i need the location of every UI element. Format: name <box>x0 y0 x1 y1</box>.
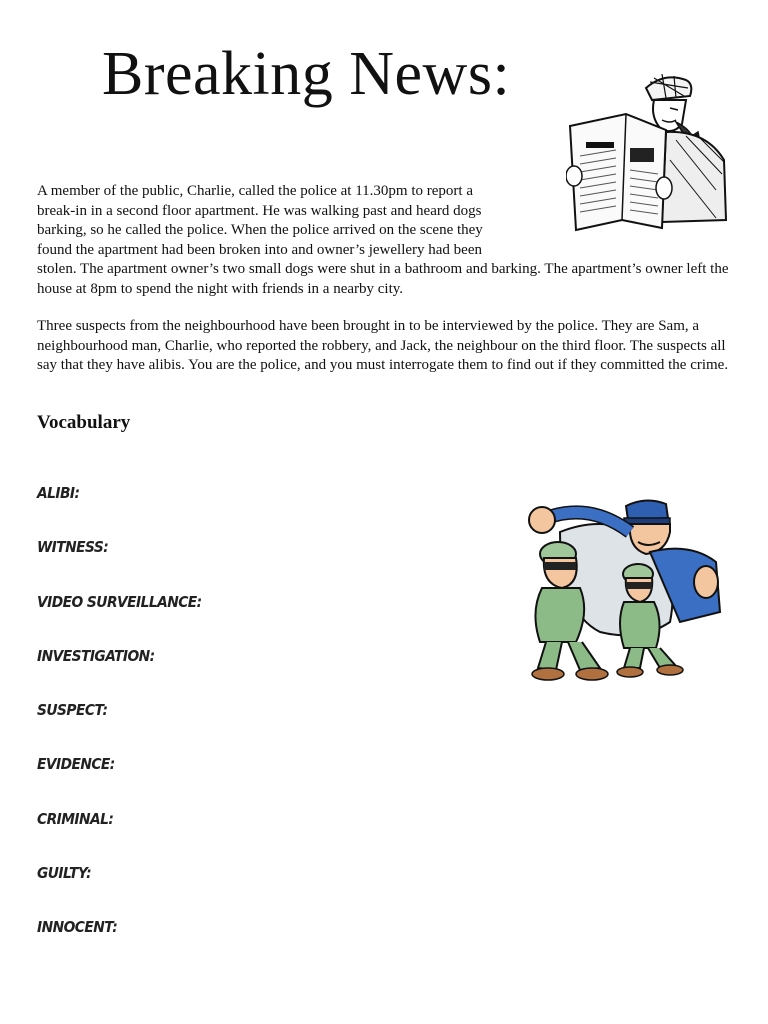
vocabulary-heading: Vocabulary <box>37 412 131 433</box>
vocab-item-evidence: EVIDENCE: <box>37 755 115 774</box>
story-paragraph-1 <box>37 182 737 299</box>
vocab-item-innocent: INNOCENT: <box>37 918 118 937</box>
vocab-item-investigation: INVESTIGATION: <box>37 646 155 665</box>
vocab-item-guilty: GUILTY: <box>37 864 92 883</box>
vocab-item-video-surveillance: VIDEO SURVEILLANCE: <box>37 592 202 611</box>
vocab-item-criminal: CRIMINAL: <box>37 809 114 828</box>
vocabulary-list <box>37 482 216 971</box>
vocab-item-suspect: SUSPECT: <box>37 701 108 720</box>
police-catching-burglars-icon <box>520 492 730 692</box>
vocab-item-alibi: ALIBI: <box>37 484 80 502</box>
vocab-item-witness: WITNESS: <box>37 538 109 557</box>
story-paragraph-1-text: A member of the public, Charlie, called the police at 11.30pm to report a break-in in a second floor apartment. He was walking past and heard dogs barking, so he called the police. When the police arrived on the scene they found the apartment had been broken into and owner’s jewellery had been stolen. The apartment owner’s two small dogs were shut in a bathroom and barking. The apartment’s owner left the house at 8pm to spend the night with friends in a nearby city. <box>37 183 729 297</box>
page-title: Breaking News: <box>102 40 511 108</box>
story-paragraph-2: Three suspects from the neighbourhood have been brought in to be interviewed by the police. They are Sam, a neighbourhood man, Charlie, who reported the robbery, and Jack, the neighbour on the third floor. The suspects all say that they have alibis. You are the police, and you must interrogate them to find out if they committed the crime. <box>37 318 729 373</box>
